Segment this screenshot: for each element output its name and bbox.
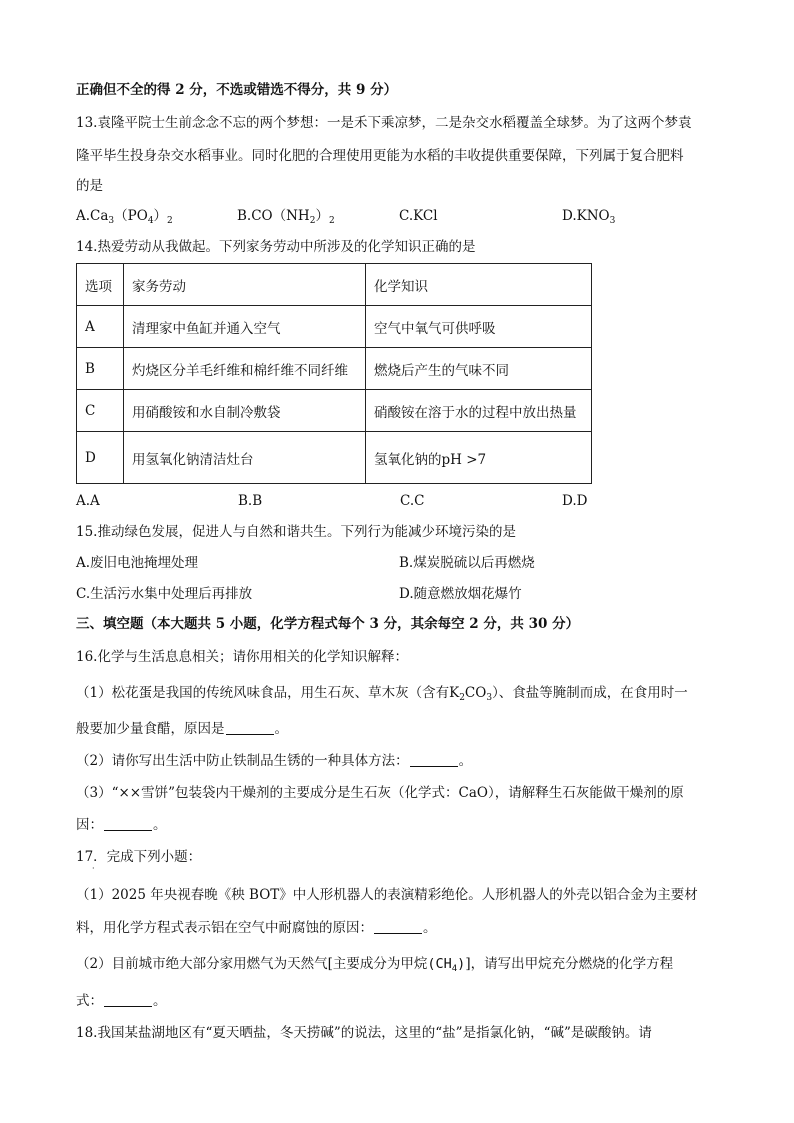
q17-part1-line1: （1）2025 年央视春晚《秧 BOT》中人形机器人的表演精彩绝伦。人形机器人的外壳以铝合金为主要材 (76, 887, 698, 903)
q16-part2: （2）请你写出生活中防止铁制品生锈的一种具体方法： 。 (76, 753, 473, 769)
q15-stem: 15.推动绿色发展，促进人与自然和谐共生。下列行为能减少环境污染的是 (76, 524, 516, 540)
q17-stem: 17．完成下列小题： (76, 849, 202, 865)
q14-option-c: C.C (400, 493, 425, 509)
q14-table (76, 263, 592, 484)
table-row (77, 432, 592, 484)
stray-dot: · (92, 864, 95, 873)
answer-blank[interactable] (410, 752, 458, 767)
table-header-cell: 选项 (77, 264, 124, 306)
methane-formula: $(CH_4)$ (427, 956, 466, 974)
table-cell: B (77, 348, 124, 390)
answer-blank[interactable] (104, 816, 152, 831)
q16-part3-line2: 因： 。 (76, 817, 167, 833)
q17-part2-line2: 式： 。 (76, 993, 167, 1009)
table-cell: 灼烧区分羊毛纤维和棉纤维不同纤维 (124, 348, 366, 390)
q15-option-d: D.随意燃放烟花爆竹 (399, 586, 522, 602)
q13-option-b: $B.CO(NH_2)_2$ (237, 208, 335, 226)
q13-stem-line3: 的是 (76, 178, 103, 194)
table-cell: 空气中氧气可供呼吸 (366, 306, 592, 348)
q13-stem-line2: 隆平毕生投身杂交水稻事业。同时化肥的合理使用更能为水稻的丰收提供重要保障，下列属于复合肥料 (76, 148, 684, 164)
table-cell: 氢氧化钠的pH >7 (366, 432, 592, 484)
q16-part1-line2: 般要加少量食醋，原因是 。 (76, 721, 288, 737)
q14-option-d: D.D (562, 493, 588, 509)
q17-part1-line2: 料，用化学方程式表示铝在空气中耐腐蚀的原因： 。 (76, 920, 437, 936)
table-cell: C (77, 390, 124, 432)
table-row (77, 348, 592, 390)
table-cell: D (77, 432, 124, 484)
table-cell: A (77, 306, 124, 348)
answer-blank[interactable] (226, 720, 274, 735)
q13-option-a: $A.Ca_3(PO_4)_2$ (76, 208, 173, 226)
table-cell: 用氢氧化钠清洁灶台 (124, 432, 366, 484)
q14-option-b: B.B (238, 493, 263, 509)
section3-header: 三、填空题（本大题共 5 小题，化学方程式每个 3 分，其余每空 2 分，共 30 分） (76, 616, 580, 632)
table-cell: 硝酸铵在溶于水的过程中放出热量 (366, 390, 592, 432)
q16-part1-line1: （1）松花蛋是我国的传统风味食品，用生石灰、草木灰（含有$K_2CO_3$）、食盐等腌制而成，在食用时一 (76, 685, 688, 703)
table-row (77, 390, 592, 432)
table-cell: 燃烧后产生的气味不同 (366, 348, 592, 390)
q16-stem: 16.化学与生活息息相关；请你用相关的化学知识解释： (76, 649, 408, 665)
answer-blank[interactable] (374, 919, 422, 934)
q13-stem-line1: 13.袁隆平院士生前念念不忘的两个梦想：一是禾下乘凉梦，二是杂交水稻覆盖全球梦。为了这两个梦袁 (76, 115, 692, 131)
table-cell: 清理家中鱼缸并通入空气 (124, 306, 366, 348)
section-header-continuation: 正确但不全的得 2 分，不选或错选不得分，共 9 分） (76, 82, 398, 98)
answer-blank[interactable] (104, 992, 152, 1007)
table-header-row (77, 264, 592, 306)
q15-option-b: B.煤炭脱硫以后再燃烧 (399, 555, 535, 571)
q15-option-c: C.生活污水集中处理后再排放 (76, 586, 253, 602)
table-row (77, 306, 592, 348)
table-header-cell: 家务劳动 (124, 264, 366, 306)
q15-option-a: A.废旧电池掩埋处理 (76, 555, 199, 571)
q18-stem-line1: 18.我国某盐湖地区有“夏天晒盐，冬天捞碱”的说法，这里的“盐”是指氯化钠，“碱”是碳酸钠。请 (76, 1025, 652, 1041)
table-cell: 用硝酸铵和水自制冷敷袋 (124, 390, 366, 432)
q14-option-a: A.A (76, 493, 100, 509)
q13-option-d: $D.KNO_3$ (562, 208, 616, 226)
q17-part2-line1: （2）目前城市绝大部分家用燃气为天然气[主要成分为甲烷$(CH_4)$]，请写出甲烷充分燃烧的化学方程 (76, 956, 674, 974)
q16-part3-line1: （3）“××雪饼”包装袋内干燥剂的主要成分是生石灰（化学式：CaO），请解释生石灰能做干燥剂的原 (76, 785, 684, 801)
q14-stem: 14.热爱劳动从我做起。下列家务劳动中所涉及的化学知识正确的是 (76, 239, 476, 255)
table-header-cell: 化学知识 (366, 264, 592, 306)
q13-option-c: C.KCl (399, 208, 438, 224)
